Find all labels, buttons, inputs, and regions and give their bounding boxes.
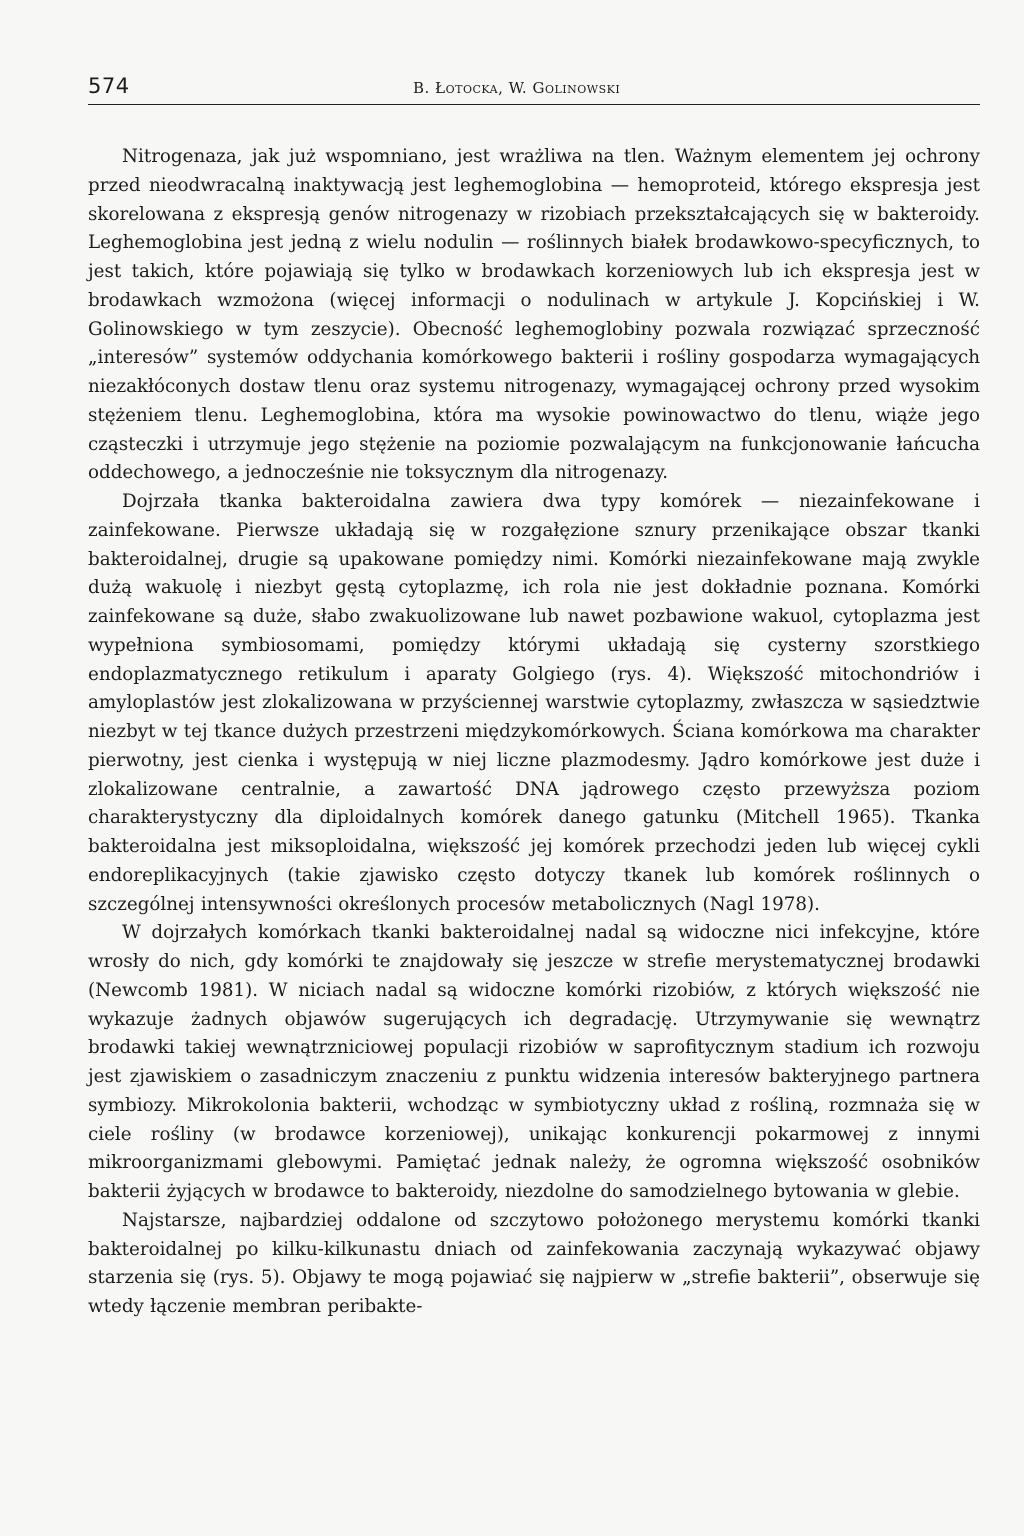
paragraph: Najstarsze, najbardziej oddalone od szczytowo położonego merystemu komórki tkanki bakteroidalnej po kilku-kilkunastu dniach od zainfekowania zaczynają wykazywać objawy starzenia się (rys. 5). Objawy te mogą pojawiać się najpierw w „strefie bakterii”, obserwuje się wtedy łączenie membran peribakte- [88,1209,980,1317]
article-body [88,143,980,1322]
paragraph: Nitrogenaza, jak już wspomniano, jest wrażliwa na tlen. Ważnym elementem jej ochrony przed nieodwracalną inaktywacją jest leghemoglobina — hemoproteid, którego ekspresja jest skorelowana z ekspresją genów nitrogenazy w rizobiach przekształcających się w bakteroidy. Leghemoglobina jest jedną z wielu nodulin — roślinnych białek brodawkowo-specyficznych, to jest takich, które pojawiają się tylko w brodawkach korzeniowych lub ich ekspresja jest w brodawkach wzmożona (więcej informacji o nodulinach w artykule J. Kopcińskiej i W. Golinowskiego w tym zeszycie). Obecność leghemoglobiny pozwala rozwiązać sprzeczność „interesów” systemów oddychania komórkowego bakterii i rośliny gospodarza wymagających niezakłóconych dostaw tlenu oraz systemu nitrogenazy, wymagającej ochrony przed wysokim stężeniem tlenu. Leghemoglobina, która ma wysokie powinowactwo do tlenu, wiąże jego cząsteczki i utrzymuje jego stężenie na poziomie pozwalającym na funkcjonowanie łańcucha oddechowego, a jednocześnie nie toksycznym dla nitrogenazy. [88,146,980,484]
running-head-authors: B. Łotocka, W. Golinowski [413,79,621,97]
running-head [88,72,980,105]
page-number: 574 [88,74,130,98]
paragraph: W dojrzałych komórkach tkanki bakteroidalnej nadal są widoczne nici infekcyjne, które wrosły do nich, gdy komórki te znajdowały się jeszcze w strefie merystematycznej brodawki (Newcomb 1981). W niciach nadal są widoczne komórki rizobiów, z których większość nie wykazuje żadnych objawów sugerujących ich degradację. Utrzymywanie się wewnątrz brodawki takiej wewnątrzniciowej populacji rizobiów w saprofitycznym stadium ich rozwoju jest zjawiskiem o zasadniczym znaczeniu z punktu widzenia interesów bakteryjnego partnera symbiozy. Mikrokolonia bakterii, wchodząc w symbiotyczny układ z rośliną, rozmnaża się w ciele rośliny (w brodawce korzeniowej), unikając konkurencji pokarmowej z innymi mikroorganizmami glebowymi. Pamiętać jednak należy, że ogromna większość osobników bakterii żyjących w brodawce to bakteroidy, niezdolne do samodzielnego bytowania w glebie. [88,922,980,1202]
paragraph: Dojrzała tkanka bakteroidalna zawiera dwa typy komórek — niezainfekowane i zainfekowane. Pierwsze układają się w rozgałęzione sznury przenikające obszar tkanki bakteroidalnej, drugie są upakowane pomiędzy nimi. Komórki niezainfekowane mają zwykle dużą wakuolę i niezbyt gęstą cytoplazmę, ich rola nie jest dokładnie poznana. Komórki zainfekowane są duże, słabo zwakuolizowane lub nawet pozbawione wakuol, cytoplazma jest wypełniona symbiosomami, pomiędzy którymi układają się cysterny szorstkiego endoplazmatycznego retikulum i aparaty Golgiego (rys. 4). Większość mitochondriów i amyloplastów jest zlokalizowana w przyściennej warstwie cytoplazmy, zwłaszcza w sąsiedztwie niezbyt w tej tkance dużych przestrzeni międzykomórkowych. Ściana komórkowa ma charakter pierwotny, jest cienka i występują w niej liczne plazmodesmy. Jądro komórkowe jest duże i zlokalizowane centralnie, a zawartość DNA jądrowego często przewyższa poziom charakterystyczny dla diploidalnych komórek danego gatunku (Mitchell 1965). Tkanka bakteroidalna jest miksoploidalna, większość jej komórek przechodzi jeden lub więcej cykli endoreplikacyjnych (takie zjawisko często dotyczy tkanek lub komórek roślinnych o szczególnej intensywności określonych procesów metabolicznych (Nagl 1978). [88,491,980,915]
journal-page [88,72,980,1322]
